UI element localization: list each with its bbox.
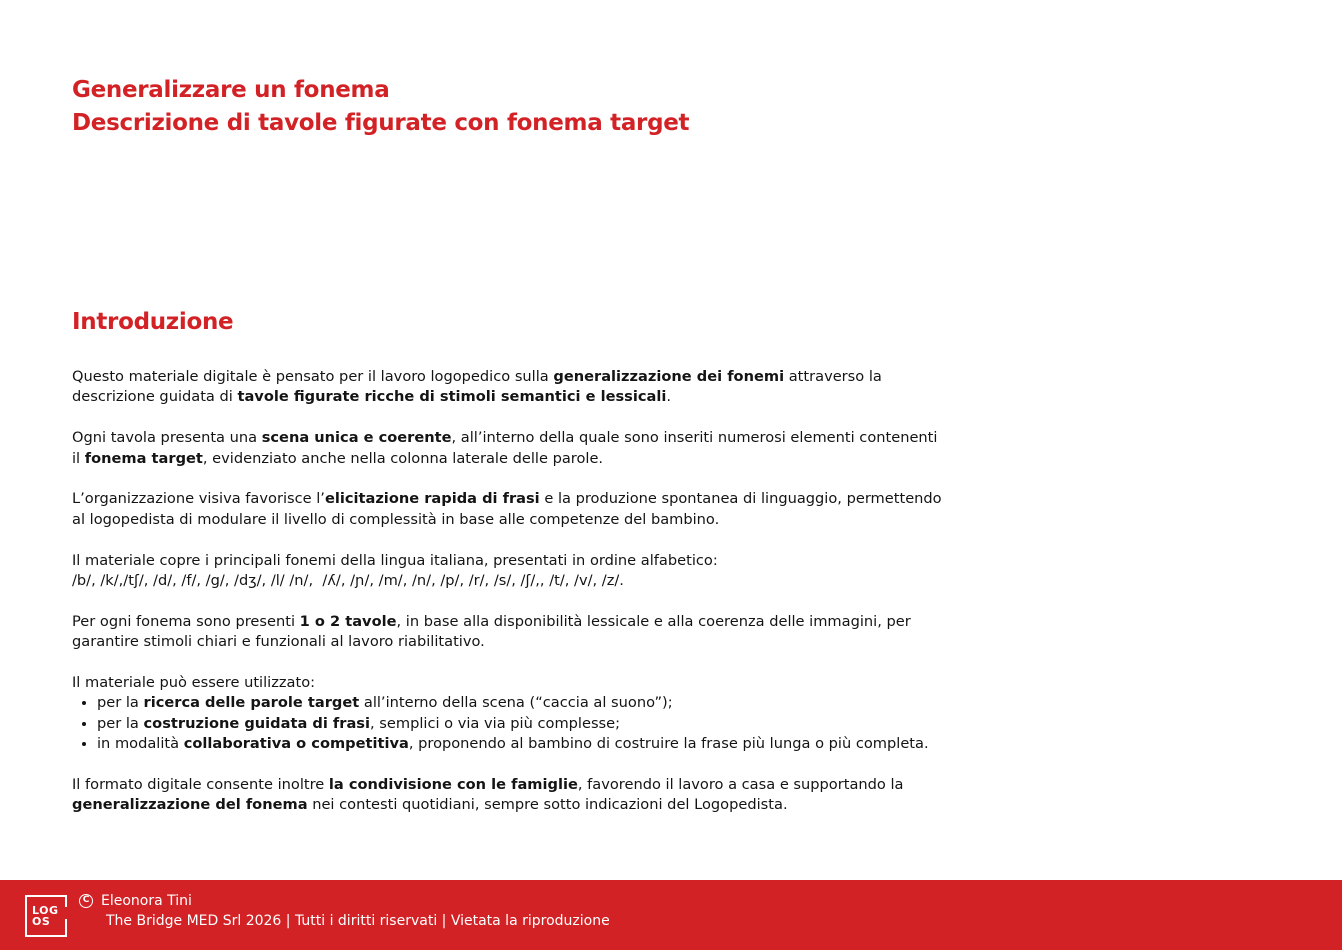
text: nei contesti quotidiani, sempre sotto indicazioni del Logopedista. xyxy=(307,796,788,814)
bold-text: la condivisione con le famiglie xyxy=(328,776,578,794)
paragraph-6-intro: Il materiale può essere utilizzato: xyxy=(72,674,316,692)
paragraph-2 xyxy=(72,428,942,469)
bold-text: generalizzazione del fonema xyxy=(72,796,308,814)
text: per la xyxy=(97,694,144,712)
text: Questo materiale digitale è pensato per il lavoro logopedico sulla xyxy=(72,368,554,385)
list-item xyxy=(97,734,942,754)
paragraph-5 xyxy=(72,612,942,653)
phoneme-list: /b/, /k/,/tʃ/, /d/, /f/, /g/, /dʒ/, /l/ /n/, /ʎ/, /ɲ/, /m/, /n/, /p/, /r/, /s/, /ʃ/,, /t/, /v/, /z/. xyxy=(72,572,624,590)
text: . xyxy=(666,388,672,406)
logo-line-2: OS xyxy=(32,915,51,928)
rights-notice: The Bridge MED Srl 2026 | Tutti i diritti riservati | Vietata la riproduzione xyxy=(106,913,610,929)
author-name: Eleonora Tini xyxy=(101,893,192,909)
paragraph-1 xyxy=(72,367,942,408)
text: per la xyxy=(97,714,144,732)
intro-content xyxy=(72,367,942,836)
usage-list xyxy=(72,693,942,754)
logo-frame-gap xyxy=(63,907,67,919)
text: all’interno della scena (“caccia al suono”); xyxy=(359,694,673,712)
text: Il formato digitale consente inoltre xyxy=(72,776,329,794)
text: in modalità xyxy=(97,735,184,753)
text: , semplici o via via più complesse; xyxy=(370,714,621,732)
bold-text: tavole figurate ricche di stimoli semantici e lessicali xyxy=(237,388,667,406)
bold-text: generalizzazione dei fonemi xyxy=(553,368,785,385)
bold-text: ricerca delle parole target xyxy=(143,694,360,712)
paragraph-3 xyxy=(72,489,942,530)
logos-logo xyxy=(25,895,67,937)
text: Ogni tavola presenta una xyxy=(72,429,262,447)
text: , all’interno della quale sono inseriti numerosi elementi contenenti il xyxy=(72,429,938,467)
copyright-icon: C xyxy=(79,894,93,908)
text: , favorendo il lavoro a casa e supportando la xyxy=(577,776,904,794)
text: e la produzione spontanea di linguaggio, permettendo al logopedista di modulare il livello di complessità in base alle competenze del bambino. xyxy=(72,490,942,528)
list-item xyxy=(97,693,942,713)
text: Il materiale copre i principali fonemi della lingua italiana, presentati in ordine alfabetico: xyxy=(72,551,718,569)
text: L’organizzazione visiva favorisce l’ xyxy=(72,490,325,508)
bold-text: scena unica e coerente xyxy=(261,429,452,447)
bold-text: fonema target xyxy=(84,449,203,467)
bold-text: collaborativa o competitiva xyxy=(183,735,409,753)
logo-line-1: LOG xyxy=(32,904,59,917)
bold-text: 1 o 2 tavole xyxy=(299,612,397,630)
text: , proponendo al bambino di costruire la frase più lunga o più completa. xyxy=(408,735,929,753)
text: , in base alla disponibilità lessicale e alla coerenza delle immagini, per garantire stimoli chiari e funzionali al lavoro riabilitativo. xyxy=(72,612,911,651)
section-heading: Introduzione xyxy=(72,309,234,335)
text: attraverso la descrizione guidata di xyxy=(72,368,882,406)
paragraph-4 xyxy=(72,551,942,592)
paragraph-7 xyxy=(72,775,942,816)
footer-bar xyxy=(0,880,1342,950)
title-line-1: Generalizzare un fonema xyxy=(72,77,390,103)
bold-text: elicitazione rapida di frasi xyxy=(324,490,540,508)
list-item xyxy=(97,714,942,734)
title-line-2: Descrizione di tavole figurate con fonema target xyxy=(72,110,690,136)
bold-text: costruzione guidata di frasi xyxy=(143,714,370,732)
text: , evidenziato anche nella colonna laterale delle parole. xyxy=(202,449,604,467)
text: Per ogni fonema sono presenti xyxy=(72,612,300,630)
document-title xyxy=(72,74,689,140)
